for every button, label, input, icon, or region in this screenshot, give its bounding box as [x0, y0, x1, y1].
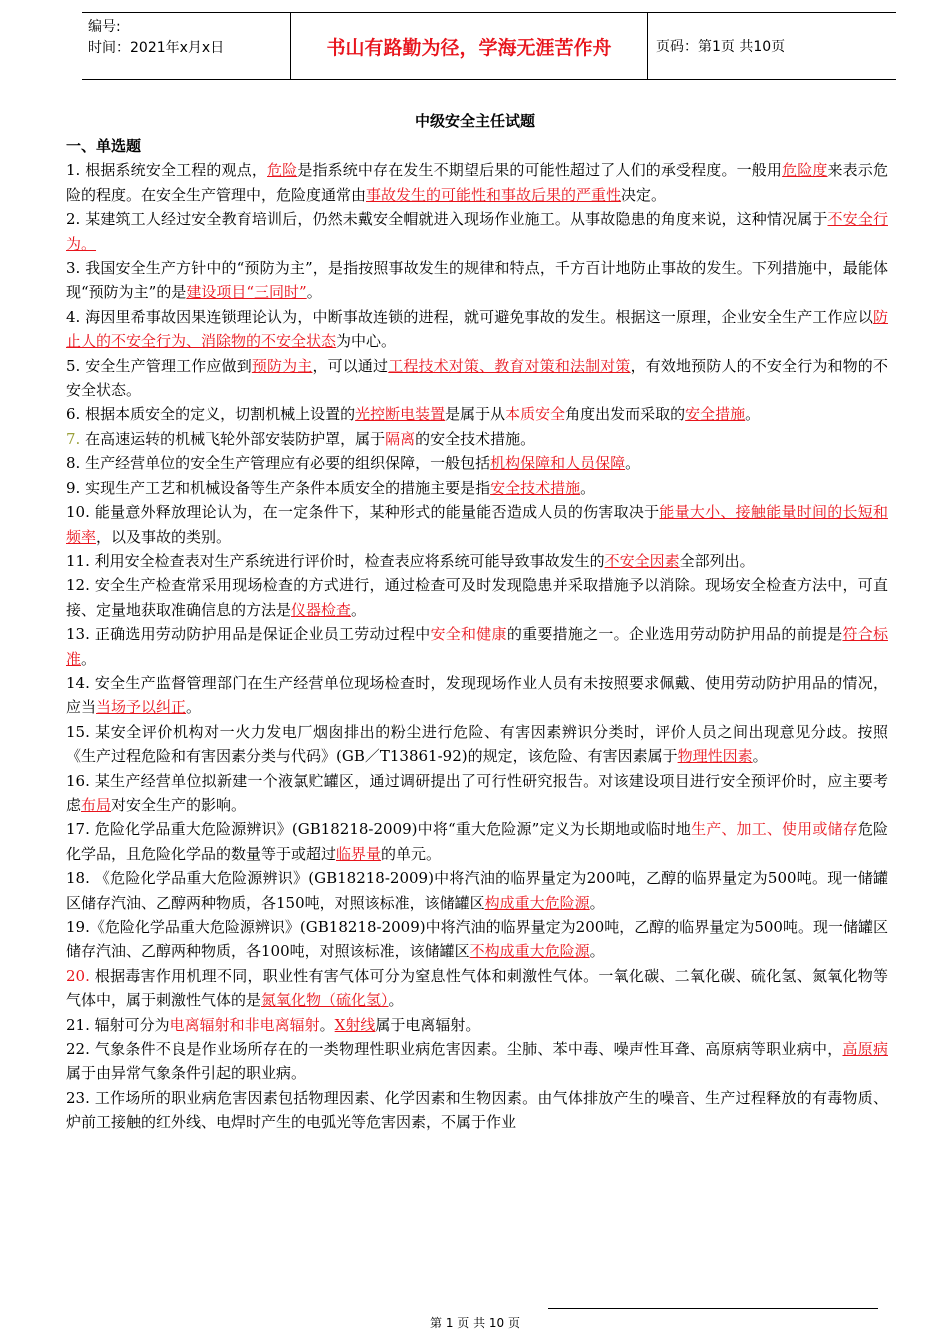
header-page-info: 页码：第1页 共10页 [656, 39, 786, 55]
time-label: 时间：2021年x月x日 [88, 40, 225, 56]
question-text: 。 [186, 698, 202, 717]
answer-highlight: 事故发生的可能性和事故后果的严重性 [366, 185, 622, 204]
answer-highlight: 能量大小、接触能量时间的长短和频率 [66, 503, 888, 546]
question-number: 21. [66, 1015, 90, 1034]
question-item [66, 720, 888, 769]
question-text: 。 [306, 283, 322, 302]
footer-rule [548, 1308, 878, 1309]
question-text: 生产经营单位的安全生产管理应有必要的组织保障，一般包括 [80, 454, 491, 473]
question-number: 10. [66, 503, 90, 522]
question-text: 某生产经营单位拟新建一个液氯贮罐区，通过调研提出了可行性研究报告。对该建设项目进行安全预评价时，应主要考虑 [66, 771, 888, 814]
question-text: 安全生产监督管理部门在生产经营单位现场检查时，发现现场作业人员有未按照要求佩戴、使用劳动防护用品的情况，应当 [66, 673, 888, 717]
question-item [66, 476, 888, 500]
question-item [66, 817, 888, 866]
question-number: 22. [66, 1040, 90, 1059]
question-text: 根据系统安全工程的观点， [80, 161, 268, 180]
answer-highlight: X射线 [334, 1015, 376, 1034]
answer-highlight: 本质安全 [505, 405, 566, 424]
question-item [66, 158, 888, 207]
answer-highlight: 光控断电装置 [355, 405, 446, 424]
question-text: 正确选用劳动防护用品是保证企业员工劳动过程中 [89, 625, 431, 644]
question-number: 11. [66, 551, 90, 570]
question-text: ，有效地预防人的不安全行为和物的不安全状态。 [66, 356, 888, 400]
question-text: 决定。 [621, 185, 667, 204]
question-item [66, 1086, 888, 1135]
question-text: 属于电离辐射。 [375, 1015, 481, 1034]
answer-highlight: 构成重大危险源 [484, 893, 590, 912]
question-number: 20. [66, 966, 90, 985]
question-number: 12. [66, 576, 90, 595]
question-text: 。 [81, 649, 97, 668]
answer-highlight: 预防为主 [251, 356, 313, 375]
question-text: 辐射可分为 [89, 1015, 170, 1034]
document-title: 中级安全主任试题 [414, 112, 535, 130]
question-text: 。 [625, 454, 641, 473]
question-text: 某建筑工人经过安全教育培训后，仍然未戴安全帽就进入现场作业施工。从事故隐患的角度来说，这种情况属于 [80, 210, 828, 229]
question-number: 14. [66, 673, 90, 692]
header-meta [82, 13, 290, 79]
answer-highlight: 电离辐射和非电离辐射 [169, 1015, 320, 1034]
question-item [66, 671, 888, 720]
question-item [66, 451, 888, 475]
section-heading: 一、单选题 [66, 137, 142, 155]
answer-highlight: 安全技术措施 [490, 478, 581, 497]
question-item [66, 964, 888, 1013]
answer-highlight: 建设项目“三同时” [186, 283, 307, 302]
answer-highlight: 安全和健康 [430, 625, 507, 644]
question-item [66, 256, 888, 305]
answer-highlight: 临界量 [336, 844, 382, 863]
question-item [66, 915, 888, 964]
answer-highlight: 危险度 [782, 161, 828, 180]
document-body [66, 134, 888, 1135]
page-header [82, 12, 896, 80]
question-text: 。 [351, 600, 367, 619]
question-number: 16. [66, 771, 90, 790]
question-number: 8. [66, 454, 81, 473]
question-text: 是指系统中存在发生不期望后果的可能性超过了人们的承受程度。一般用 [297, 161, 783, 180]
question-item [66, 354, 888, 403]
question-text: 角度出发而采取的 [565, 405, 686, 424]
question-text: 为中心。 [336, 332, 397, 351]
answer-highlight: 防止人的不安全行为、消除物的不安全状态 [66, 307, 888, 351]
question-list [66, 158, 888, 1134]
answer-highlight: 氮氧化物（硫化氢） [261, 991, 389, 1010]
question-text: 根据本质安全的定义，切割机械上设置的 [80, 405, 356, 424]
question-item [66, 573, 888, 622]
question-number: 9. [66, 478, 81, 497]
answer-highlight: 工程技术对策、教育对策和法制对策 [388, 356, 631, 375]
question-text: ，以及事故的类别。 [96, 527, 232, 546]
question-text: 能量意外释放理论认为，在一定条件下，某种形式的能量能否造成人员的伤害取决于 [89, 503, 660, 522]
question-text: 。 [388, 991, 404, 1010]
answer-highlight: 安全措施 [685, 405, 746, 424]
question-text: 。 [319, 1015, 335, 1034]
question-item [66, 622, 888, 671]
question-text: 根据毒害作用机理不同，职业性有害气体可分为窒息性气体和刺激性气体。一氧化碳、二氧化碳、硫化氢、氮氧化物等气体中，属于刺激性气体的是 [66, 966, 888, 1010]
question-text: 危险化学品，且危险化学品的数量等于或超过 [66, 820, 888, 863]
question-text: 气象条件不良是作业场所存在的一类物理性职业病危害因素。尘肺、苯中毒、噪声性耳聋、高原病等职业病中， [89, 1040, 843, 1059]
question-text: 。 [752, 747, 768, 766]
question-text: 属于由异常气象条件引起的职业病。 [66, 1064, 307, 1083]
serial-label: 编号: [88, 19, 121, 35]
answer-highlight: 危险 [267, 161, 298, 180]
answer-highlight: 不安全行为。 [66, 210, 888, 253]
question-item [66, 402, 888, 426]
question-number: 17. [66, 820, 90, 839]
question-number: 5. [66, 356, 81, 375]
question-item [66, 866, 888, 915]
question-text: 是属于从 [445, 405, 506, 424]
question-number: 2. [66, 210, 81, 229]
question-text: ，可以通过 [312, 356, 389, 375]
question-text: 。 [580, 478, 596, 497]
question-text: 某安全评价机构对一火力发电厂烟囱排出的粉尘进行危险、有害因素辨识分类时，评价人员之间出现意见分歧。按照《生产过程危险和有害因素分类与代码》(GB／T13861-92)的规定，该危险、有害因素属于 [66, 722, 888, 766]
answer-highlight: 隔离 [385, 429, 416, 448]
question-text: 《危险化学品重大危险源辨识》(GB18218-2009)中将汽油的临界量定为200吨，乙醇的临界量定为500吨。现一储罐区储存汽油、乙醇两种物质，各100吨，对照该标准，该储罐区 [66, 918, 888, 961]
answer-highlight: 生产、加工、使用或储存 [691, 820, 858, 839]
question-text: 。 [745, 405, 761, 424]
question-text: 。 [589, 942, 605, 961]
question-text: 的单元。 [381, 844, 442, 863]
question-number: 18. [66, 869, 90, 888]
question-item [66, 1037, 888, 1086]
answer-highlight: 机构保障和人员保障 [490, 454, 626, 473]
answer-highlight: 物理性因素 [677, 747, 753, 766]
question-number: 7. [66, 429, 81, 448]
question-text: 的重要措施之一。企业选用劳动防护用品的前提是 [506, 625, 843, 644]
question-number: 13. [66, 625, 90, 644]
question-item [66, 305, 888, 354]
answer-highlight: 不构成重大危险源 [469, 942, 590, 961]
question-text: 工作场所的职业病危害因素包括物理因素、化学因素和生物因素。由气体排放产生的噪音、生产过程释放的有毒物质、炉前工接触的红外线、电焊时产生的电弧光等危害因素，不属于作业 [66, 1088, 888, 1132]
question-text: 的安全技术措施。 [415, 429, 536, 448]
header-motto: 书山有路勤为径，学海无涯苦作舟 [290, 13, 648, 79]
answer-highlight: 仪器检查 [291, 600, 352, 619]
question-text: 对安全生产的影响。 [111, 795, 247, 814]
question-text: 海因里希事故因果连锁理论认为，中断事故连锁的进程，就可避免事故的发生。根据这一原理，企业安全生产工作应以 [80, 307, 873, 326]
page-footer: 第 1 页 共 10 页 [430, 1316, 520, 1330]
answer-highlight: 符合标准 [66, 625, 888, 668]
question-text: 利用安全检查表对生产系统进行评价时，检查表应将系统可能导致事故发生的 [89, 551, 605, 570]
question-text: 安全生产管理工作应做到 [80, 356, 252, 375]
question-text: 来表示危险的程度。在安全生产管理中，危险度通常由 [66, 161, 888, 204]
question-number: 4. [66, 307, 81, 326]
question-text: 。 [589, 893, 605, 912]
answer-highlight: 不安全因素 [604, 551, 680, 570]
question-item [66, 500, 888, 549]
question-number: 23. [66, 1088, 90, 1107]
answer-highlight: 高原病 [842, 1040, 888, 1059]
question-text: 在高速运转的机械飞轮外部安装防护罩，属于 [80, 429, 386, 448]
question-number: 1. [66, 161, 81, 180]
question-number: 19. [66, 918, 90, 936]
question-item [66, 427, 888, 451]
question-text: 《危险化学品重大危险源辨识》(GB18218-2009)中将汽油的临界量定为200吨，乙醇的临界量定为500吨。现一储罐区储存汽油、乙醇两种物质，各150吨，对照该标准，该储罐区 [66, 869, 888, 912]
answer-highlight: 布局 [81, 795, 112, 814]
question-text: 我国安全生产方针中的“预防为主”，是指按照事故发生的规律和特点，千方百计地防止事故的发生。下列措施中，最能体现“预防为主”的是 [66, 259, 888, 302]
question-number: 15. [66, 722, 90, 741]
question-text: 危险化学品重大危险源辨识》(GB18218-2009)中将“重大危险源”定义为长期地或临时地 [89, 820, 692, 839]
question-text: 安全生产检查常采用现场检查的方式进行，通过检查可及时发现隐患并采取措施予以消除。现场安全检查方法中，可直接、定量地获取准确信息的方法是 [66, 576, 888, 619]
question-number: 3. [66, 259, 81, 278]
question-text: 全部列出。 [679, 551, 755, 570]
question-text: 实现生产工艺和机械设备等生产条件本质安全的措施主要是指 [80, 478, 491, 497]
question-number: 6. [66, 405, 81, 424]
answer-highlight: 当场予以纠正 [96, 698, 187, 717]
question-item [66, 1013, 888, 1037]
question-item [66, 549, 888, 573]
question-item [66, 207, 888, 256]
question-item [66, 769, 888, 818]
